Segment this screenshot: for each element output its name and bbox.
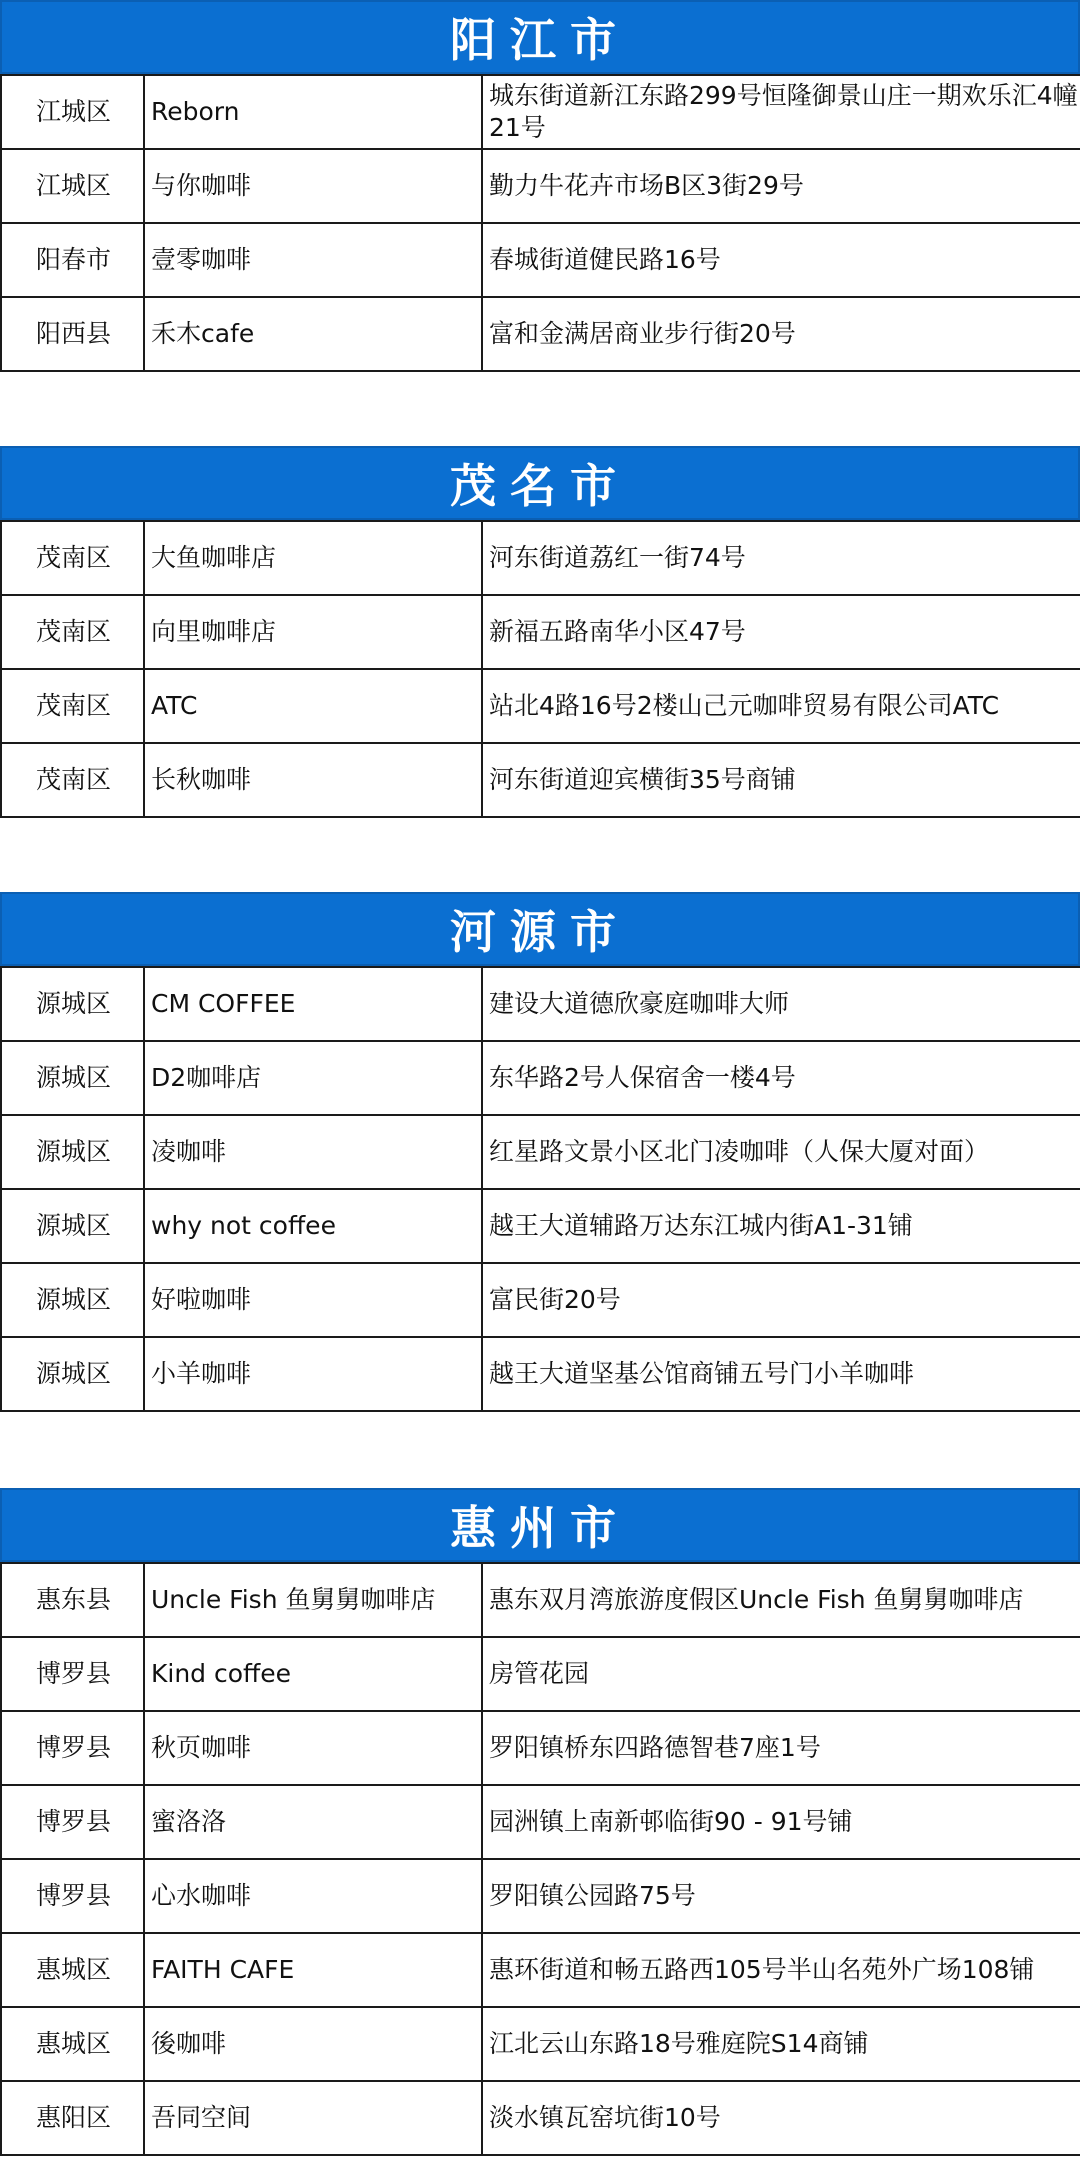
district-cell: 惠阳区 [1,2081,144,2155]
district-cell: 惠东县 [1,1563,144,1637]
city-title: 茂名市 [0,446,1080,520]
address-cell: 城东街道新江东路299号恒隆御景山庄一期欢乐汇4幢21号 [482,75,1080,149]
district-cell: 江城区 [1,149,144,223]
address-cell: 新福五路南华小区47号 [482,595,1080,669]
city-title: 阳江市 [0,0,1080,74]
shop-name-cell: 壹零咖啡 [144,223,482,297]
address-cell: 惠环街道和畅五路西105号半山名苑外广场108铺 [482,1933,1080,2007]
address-cell: 罗阳镇桥东四路德智巷7座1号 [482,1711,1080,1785]
table-row [1,149,1080,223]
district-cell: 博罗县 [1,1785,144,1859]
table-row [1,223,1080,297]
table-row [1,2007,1080,2081]
shop-name-cell: 禾木cafe [144,297,482,371]
address-cell: 园洲镇上南新邨临街90 - 91号铺 [482,1785,1080,1859]
district-cell: 茂南区 [1,595,144,669]
district-cell: 博罗县 [1,1637,144,1711]
city-title: 惠州市 [0,1488,1080,1562]
table-row [1,1041,1080,1115]
address-cell: 红星路文景小区北门凌咖啡（人保大厦对面） [482,1115,1080,1189]
district-cell: 源城区 [1,1337,144,1411]
address-cell: 建设大道德欣豪庭咖啡大师 [482,967,1080,1041]
district-cell: 源城区 [1,1189,144,1263]
table-row [1,1859,1080,1933]
shop-name-cell: Reborn [144,75,482,149]
shop-name-cell: why not coffee [144,1189,482,1263]
shop-name-cell: 小羊咖啡 [144,1337,482,1411]
table-row [1,1711,1080,1785]
district-cell: 博罗县 [1,1711,144,1785]
shop-name-cell: 秋页咖啡 [144,1711,482,1785]
shop-name-cell: 与你咖啡 [144,149,482,223]
district-cell: 茂南区 [1,521,144,595]
district-cell: 源城区 [1,1263,144,1337]
shop-name-cell: FAITH CAFE [144,1933,482,2007]
shop-name-cell: 好啦咖啡 [144,1263,482,1337]
address-cell: 淡水镇瓦窑坑街10号 [482,2081,1080,2155]
shop-table [0,966,1080,1412]
table-row [1,1933,1080,2007]
city-section-maoming [0,446,1080,818]
table-row [1,1637,1080,1711]
district-cell: 源城区 [1,967,144,1041]
address-cell: 富和金满居商业步行街20号 [482,297,1080,371]
address-cell: 河东街道迎宾横街35号商铺 [482,743,1080,817]
shop-table [0,74,1080,372]
district-cell: 茂南区 [1,743,144,817]
shop-table [0,1562,1080,2156]
address-cell: 越王大道坚基公馆商铺五号门小羊咖啡 [482,1337,1080,1411]
shop-name-cell: 大鱼咖啡店 [144,521,482,595]
shop-name-cell: Uncle Fish 鱼舅舅咖啡店 [144,1563,482,1637]
table-row [1,297,1080,371]
address-cell: 罗阳镇公园路75号 [482,1859,1080,1933]
shop-name-cell: 蜜洛洛 [144,1785,482,1859]
shop-name-cell: 凌咖啡 [144,1115,482,1189]
district-cell: 源城区 [1,1041,144,1115]
shop-name-cell: 後咖啡 [144,2007,482,2081]
shop-name-cell: D2咖啡店 [144,1041,482,1115]
district-cell: 源城区 [1,1115,144,1189]
shop-name-cell: CM COFFEE [144,967,482,1041]
shop-name-cell: Kind coffee [144,1637,482,1711]
address-cell: 惠东双月湾旅游度假区Uncle Fish 鱼舅舅咖啡店 [482,1563,1080,1637]
shop-name-cell: 长秋咖啡 [144,743,482,817]
address-cell: 站北4路16号2楼山己元咖啡贸易有限公司ATC [482,669,1080,743]
address-cell: 房管花园 [482,1637,1080,1711]
district-cell: 江城区 [1,75,144,149]
address-cell: 江北云山东路18号雅庭院S14商铺 [482,2007,1080,2081]
address-cell: 东华路2号人保宿舍一楼4号 [482,1041,1080,1115]
table-row [1,1263,1080,1337]
table-row [1,1189,1080,1263]
address-cell: 春城街道健民路16号 [482,223,1080,297]
district-cell: 惠城区 [1,1933,144,2007]
address-cell: 富民街20号 [482,1263,1080,1337]
table-row [1,967,1080,1041]
shop-name-cell: ATC [144,669,482,743]
district-cell: 阳西县 [1,297,144,371]
table-row [1,1337,1080,1411]
address-cell: 河东街道荔红一街74号 [482,521,1080,595]
district-cell: 茂南区 [1,669,144,743]
shop-name-cell: 吾同空间 [144,2081,482,2155]
shop-name-cell: 向里咖啡店 [144,595,482,669]
shop-name-cell: 心水咖啡 [144,1859,482,1933]
district-cell: 阳春市 [1,223,144,297]
table-row [1,743,1080,817]
city-title: 河源市 [0,892,1080,966]
address-cell: 勤力牛花卉市场B区3街29号 [482,149,1080,223]
city-section-huizhou [0,1488,1080,2156]
table-row [1,1785,1080,1859]
table-row [1,75,1080,149]
table-row [1,521,1080,595]
table-row [1,669,1080,743]
address-cell: 越王大道辅路万达东江城内街A1-31铺 [482,1189,1080,1263]
shop-table [0,520,1080,818]
table-row [1,2081,1080,2155]
table-row [1,1563,1080,1637]
table-row [1,595,1080,669]
district-cell: 博罗县 [1,1859,144,1933]
district-cell: 惠城区 [1,2007,144,2081]
city-section-yangjiang [0,0,1080,372]
city-section-heyuan [0,892,1080,1412]
table-row [1,1115,1080,1189]
